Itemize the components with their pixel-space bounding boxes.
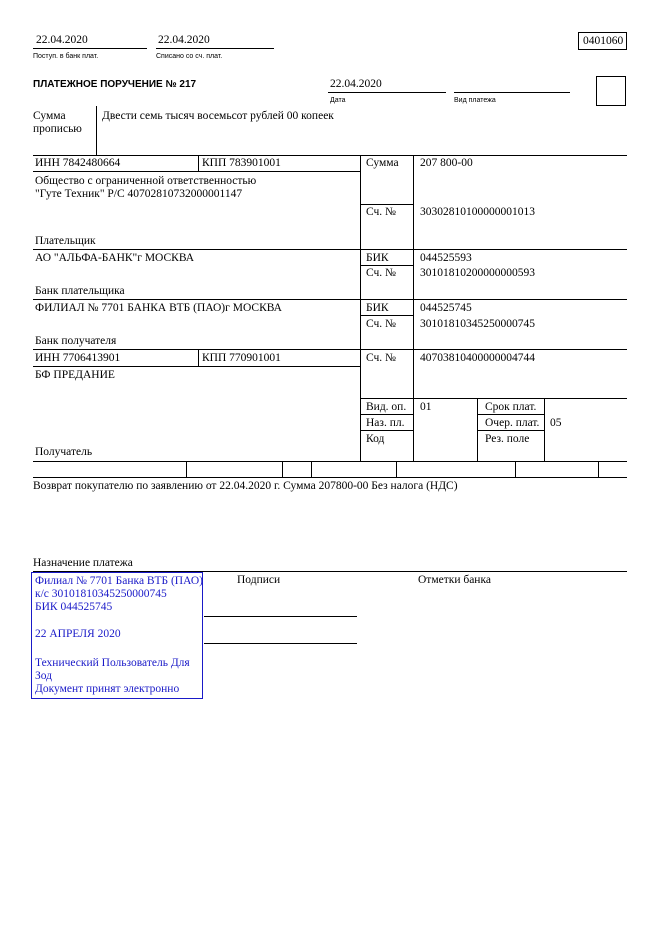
divider	[33, 171, 360, 172]
signature-line	[204, 616, 357, 617]
form-code-box	[578, 32, 627, 50]
payer-name-line1: Общество с ограниченной ответственностью	[35, 175, 257, 187]
payer-account-value: 30302810100000001013	[420, 206, 535, 218]
divider	[360, 265, 413, 266]
divider	[477, 398, 478, 461]
payer-bank-account-label: Сч. №	[366, 267, 397, 279]
order-date: 22.04.2020	[330, 78, 382, 90]
divider	[96, 106, 97, 155]
date-received-label: Поступ. в банк плат.	[33, 53, 99, 60]
bank-stamp	[31, 572, 203, 699]
divider	[360, 430, 413, 431]
divider	[33, 349, 627, 350]
bank-marks-title: Отметки банка	[418, 574, 491, 586]
divider	[198, 155, 199, 171]
divider	[360, 398, 627, 399]
payer-bank-account-value: 30101810200000000593	[420, 267, 535, 279]
divider	[186, 461, 187, 477]
divider	[33, 155, 627, 156]
stamp-line1: Филиал № 7701 Банка ВТБ (ПАО)	[35, 575, 203, 587]
divider	[311, 461, 312, 477]
divider	[282, 461, 283, 477]
divider	[598, 461, 599, 477]
payee-bank-bik-label: БИК	[366, 302, 389, 314]
purpose-text: Возврат покупателю по заявлению от 22.04.2020 г. Сумма 207800-00 Без налога (НДС)	[33, 480, 458, 492]
divider	[33, 299, 627, 300]
divider	[360, 315, 413, 316]
rez-label: Рез. поле	[485, 433, 530, 445]
payer-inn: ИНН 7842480664	[35, 157, 121, 169]
divider	[515, 461, 516, 477]
divider	[396, 461, 397, 477]
date-received: 22.04.2020	[36, 34, 88, 46]
divider	[156, 48, 274, 49]
date-debited-label: Списано со сч. плат.	[156, 53, 223, 60]
payee-bank-label: Банк получателя	[35, 335, 117, 347]
ocher-label: Очер. плат.	[485, 417, 540, 429]
purpose-label: Назначение платежа	[33, 557, 133, 569]
divider	[413, 155, 414, 461]
srok-label: Срок плат.	[485, 401, 537, 413]
payee-bank-account-value: 30101810345250000745	[420, 318, 535, 330]
payer-bank-name: АО "АЛЬФА-БАНК"г МОСКВА	[35, 252, 195, 264]
kod-label: Код	[366, 433, 385, 445]
divider	[360, 155, 361, 461]
date-debited: 22.04.2020	[158, 34, 210, 46]
payee-label: Получатель	[35, 446, 93, 458]
divider	[33, 366, 360, 367]
stamp-line2: к/с 30101810345250000745	[35, 588, 167, 600]
amount-label-line1: Сумма	[33, 110, 66, 122]
payee-account-label: Сч. №	[366, 352, 397, 364]
sum-label: Сумма	[366, 157, 399, 169]
amount-words: Двести семь тысяч восемьсот рублей 00 копеек	[102, 110, 334, 122]
divider	[360, 204, 413, 205]
stamp-status: Документ принят электронно	[35, 683, 180, 695]
signature-line	[204, 643, 357, 644]
divider	[198, 349, 199, 366]
payer-bank-bik-label: БИК	[366, 252, 389, 264]
payee-bank-name: ФИЛИАЛ № 7701 БАНКА ВТБ (ПАО)г МОСКВА	[35, 302, 282, 314]
payer-label: Плательщик	[35, 235, 96, 247]
payment-type-label: Вид платежа	[454, 97, 496, 104]
divider	[328, 92, 446, 93]
payer-bank-bik-value: 044525593	[420, 252, 472, 264]
divider	[33, 249, 627, 250]
vid-op-label: Вид. оп.	[366, 401, 407, 413]
payer-account-label: Сч. №	[366, 206, 397, 218]
divider	[33, 477, 627, 478]
payer-name-line2: "Гуте Техник" Р/С 40702810732000001147	[35, 188, 243, 200]
payee-inn: ИНН 7706413901	[35, 352, 121, 364]
order-date-label: Дата	[330, 97, 346, 104]
stamp-date: 22 АПРЕЛЯ 2020	[35, 628, 121, 640]
stamp-user-line2: Зод	[35, 670, 53, 682]
divider	[477, 430, 544, 431]
divider	[544, 398, 545, 461]
payer-bank-label: Банк плательщика	[35, 285, 125, 297]
payee-name: БФ ПРЕДАНИЕ	[35, 369, 115, 381]
payee-account-value: 40703810400000004744	[420, 352, 535, 364]
divider	[360, 414, 413, 415]
signatures-title: Подписи	[237, 574, 281, 586]
sum-value: 207 800-00	[420, 157, 473, 169]
payment-type-box	[596, 76, 626, 106]
stamp-user-line1: Технический Пользователь Для	[35, 657, 190, 669]
divider	[477, 414, 544, 415]
amount-label-line2: прописью	[33, 123, 82, 135]
divider	[33, 48, 147, 49]
vid-op-value: 01	[420, 401, 432, 413]
naz-pl-label: Наз. пл.	[366, 417, 405, 429]
divider	[33, 461, 627, 462]
page-title: ПЛАТЕЖНОЕ ПОРУЧЕНИЕ № 217	[33, 79, 197, 90]
stamp-line3: БИК 044525745	[35, 601, 113, 613]
payer-kpp: КПП 783901001	[202, 157, 281, 169]
divider	[454, 92, 570, 93]
ocher-value: 05	[550, 417, 562, 429]
payee-bank-account-label: Сч. №	[366, 318, 397, 330]
payee-kpp: КПП 770901001	[202, 352, 281, 364]
form-code: 0401060	[583, 35, 624, 47]
payee-bank-bik-value: 044525745	[420, 302, 472, 314]
